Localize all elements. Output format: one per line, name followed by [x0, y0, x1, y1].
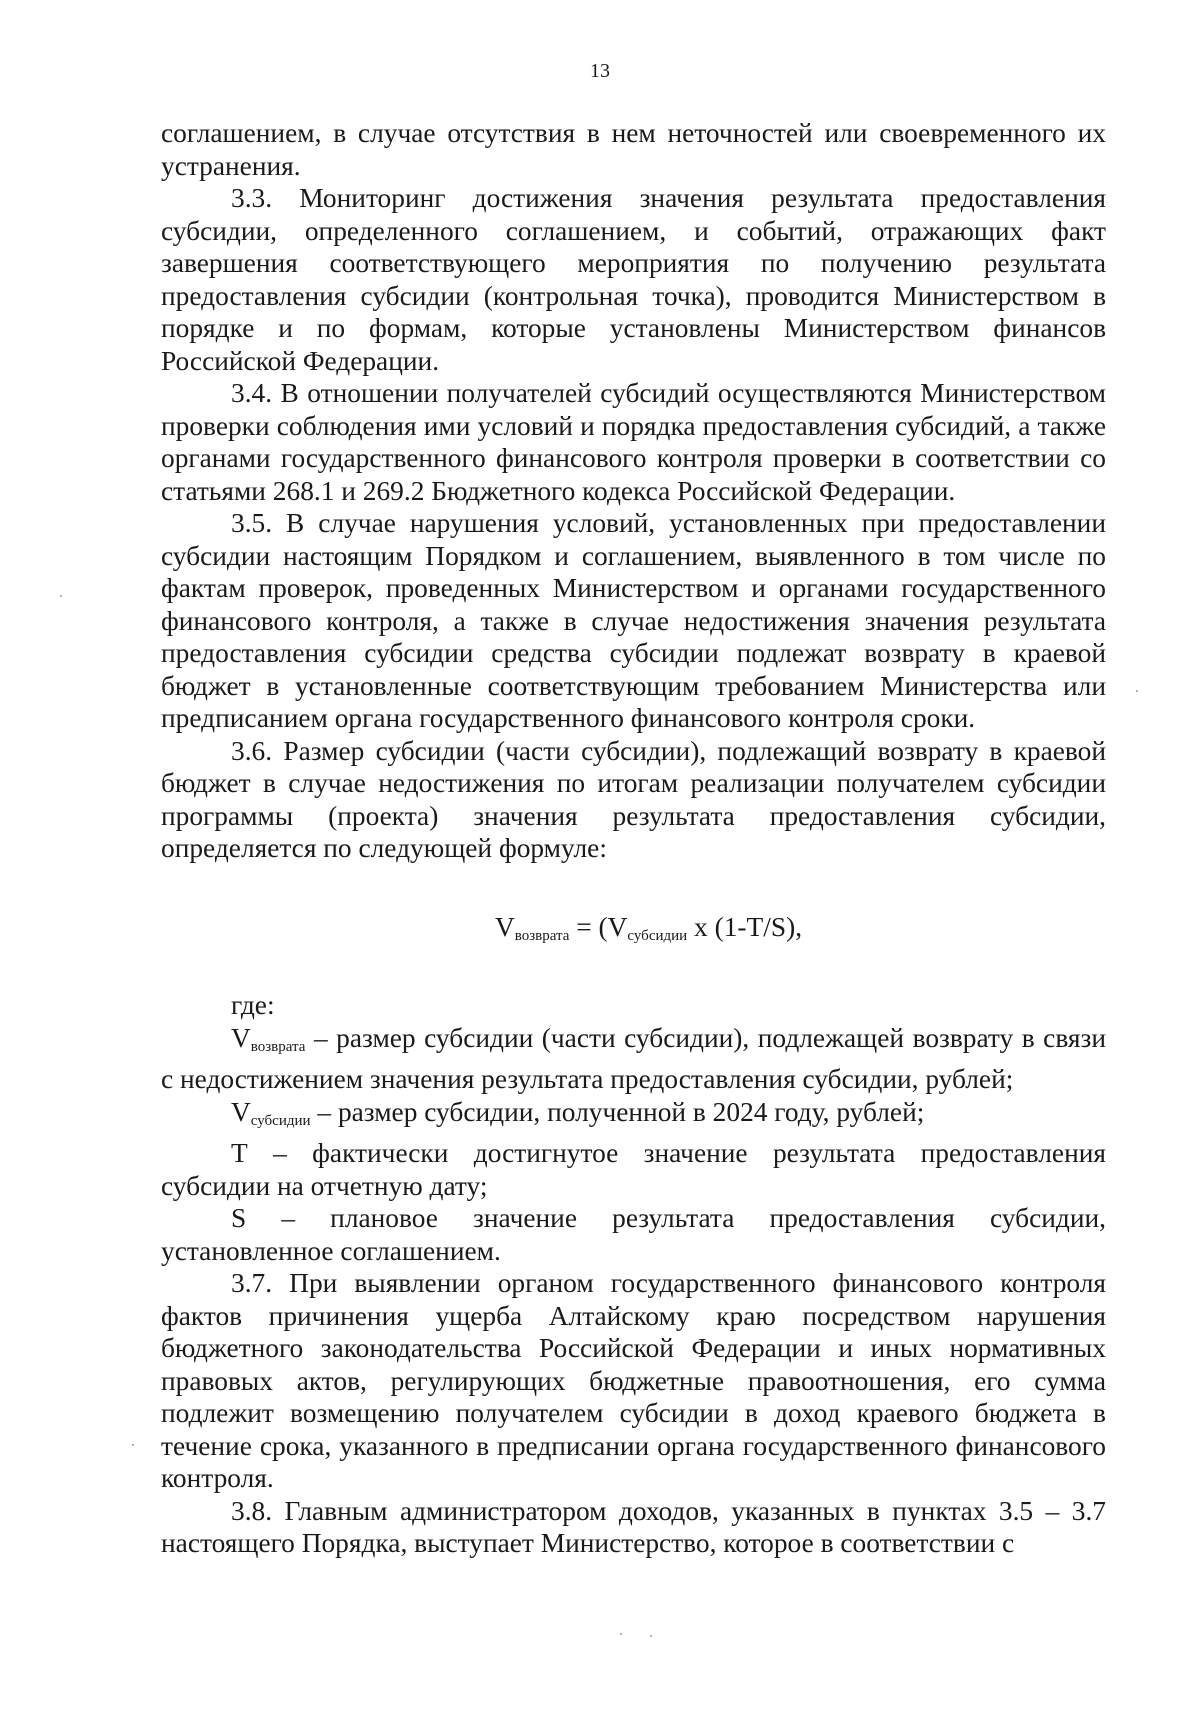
formula-v-symbol: V: [494, 911, 515, 942]
paragraph-3-4: 3.4. В отношении получателей субсидий осуществляются Министерством проверки соблюдения ими условий и порядка предоставления субсидий, а также органами государственного финансового контроля проверки в соответствии со статьями 268.1 и 269.2 Бюджетного кодекса Российской Федерации.: [161, 378, 1106, 506]
paragraph-continuation: соглашением, в случае отсутствия в нем неточностей или своевременного их устранения.: [161, 118, 1106, 181]
paragraph-3-3: 3.3. Мониторинг достижения значения результата предоставления субсидии, определенного соглашением, и событий, отражающих факт завершения соответствующего мероприятия по получению результата предоставления субсидии (контрольная точка), проводится Министерством в порядке и по формам, которые установлены Министерством финансов Российской Федерации.: [161, 183, 1106, 376]
formula-sub-return: возврата: [514, 927, 570, 944]
definition-subscript: субсидии: [250, 1112, 311, 1129]
paragraph-3-7: 3.7. При выявлении органом государственного финансового контроля фактов причинения ущерба Алтайскому краю посредством нарушения бюджетного законодательства Российской Федерации и иных нормативных правовых актов, регулирующих бюджетные правоотношения, его сумма подлежит возмещению получателем субсидии в доход краевого бюджета в течение срока, указанного в предписании органа государственного финансового контроля.: [161, 1268, 1106, 1493]
document-body: [161, 117, 1106, 1560]
definition-subscript: возврата: [250, 1038, 306, 1055]
scan-speck: [620, 1633, 622, 1635]
definition-v-return: [161, 1022, 1106, 1096]
formula-equals: = (V: [569, 911, 628, 942]
formula-tail: x (1-T/S),: [687, 911, 803, 942]
definition-text: – размер субсидии, полученной в 2024 году, рублей;: [310, 1096, 925, 1127]
scan-speck: [650, 1635, 652, 1637]
where-label: где:: [231, 990, 275, 1020]
definition-s: S – плановое значение результата предоставления субсидии, установленное соглашением.: [161, 1203, 1106, 1266]
formula-sub-subsidy: субсидии: [627, 927, 688, 944]
scan-speck: [60, 595, 62, 597]
definition-text: – размер субсидии (части субсидии), подлежащей возврату в связи с недостижением значения результата предоставления субсидии, рублей;: [161, 1022, 1106, 1094]
paragraph-3-8: 3.8. Главным администратором доходов, указанных в пунктах 3.5 – 3.7 настоящего Порядка, выступает Министерство, которое в соответствии с: [161, 1495, 1106, 1558]
scan-speck: [132, 1444, 134, 1446]
definition-v-subsidy: [161, 1096, 1106, 1138]
paragraph-3-6: 3.6. Размер субсидии (части субсидии), подлежащий возврату в краевой бюджет в случае недостижения по итогам реализации получателем субсидии программы (проекта) значения результата предоставления субсидии, определяется по следующей формуле:: [161, 735, 1106, 863]
definition-symbol: V: [231, 1022, 251, 1053]
return-formula: [161, 911, 1106, 953]
definition-t: Т – фактически достигнутое значение результата предоставления субсидии на отчетную дату;: [161, 1138, 1106, 1201]
page-number: 13: [590, 60, 610, 82]
definition-symbol: V: [231, 1096, 251, 1127]
paragraph-3-5: 3.5. В случае нарушения условий, установленных при предоставлении субсидии настоящим Порядком и соглашением, выявленного в том числе по фактам проверок, проведенных Министерством и органами государственного финансового контроля, а также в случае недостижения значения результата предоставления субсидии средства субсидии подлежат возврату в краевой бюджет в установленные соответствующим требованием Министерства или предписанием органа государственного финансового контроля сроки.: [161, 508, 1106, 733]
scan-speck: [1136, 690, 1138, 692]
